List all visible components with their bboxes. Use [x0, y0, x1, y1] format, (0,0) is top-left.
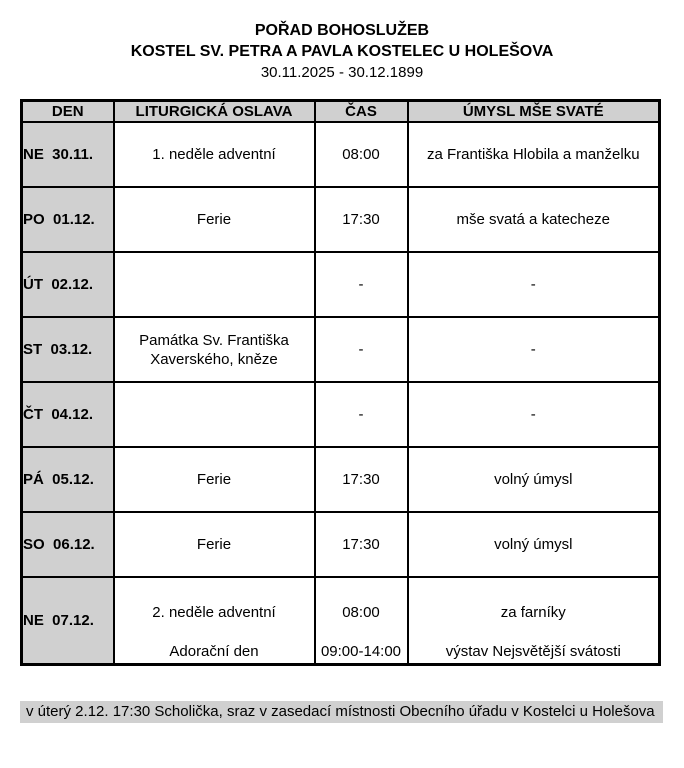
title-date-range: 30.11.2025 - 30.12.1899 [260, 64, 424, 81]
cell-umysl: mše svatá a katecheze [408, 187, 660, 252]
cell-cas: 17:30 [315, 512, 408, 577]
table-row [22, 317, 660, 382]
cell-den [22, 187, 114, 252]
cell-den [22, 382, 114, 447]
table-row [22, 512, 660, 577]
day-label: PÁ 05.12. [23, 471, 94, 488]
cell-den [22, 447, 114, 512]
day-label: NE 30.11. [23, 146, 94, 163]
cas-line-1: 08:00 [342, 603, 380, 621]
day-label: SO 06.12. [23, 536, 95, 553]
footer-note: v úterý 2.12. 17:30 Scholička, sraz v zasedací místnosti Obecního úřadu v Kostelci u Holešova [20, 701, 663, 723]
umysl-line-1: za farníky [500, 603, 566, 621]
cell-umysl [408, 577, 660, 665]
header-cas: ČAS [315, 101, 408, 123]
cell-den [22, 577, 114, 665]
cell-den [22, 317, 114, 382]
table-row [22, 577, 660, 665]
table-header-row [22, 101, 660, 123]
day-label: ÚT 02.12. [23, 276, 94, 293]
cell-oslava: Ferie [114, 512, 315, 577]
cell-den [22, 122, 114, 187]
table-row [22, 122, 660, 187]
cas-line-2: 09:00-14:00 [320, 642, 402, 660]
table-row [22, 187, 660, 252]
cell-cas-stack [316, 579, 407, 663]
cell-oslava: Ferie [114, 187, 315, 252]
cell-oslava-stack [115, 579, 314, 663]
cell-oslava [114, 577, 315, 665]
title-line-1: POŘAD BOHOSLUŽEB [254, 22, 430, 39]
cell-den [22, 512, 114, 577]
day-label: ST 03.12. [23, 341, 93, 358]
cell-umysl: volný úmysl [408, 512, 660, 577]
day-label: NE 07.12. [23, 612, 94, 629]
cell-den [22, 252, 114, 317]
cell-cas: - [315, 317, 408, 382]
cell-umysl: za Františka Hlobila a manželku [408, 122, 660, 187]
cell-cas: 17:30 [315, 187, 408, 252]
title-line-2: KOSTEL SV. PETRA A PAVLA KOSTELEC U HOLEŠOVA [130, 43, 554, 60]
document-title [0, 20, 684, 83]
cell-oslava [114, 252, 315, 317]
table-row [22, 382, 660, 447]
cell-umysl: - [408, 382, 660, 447]
cell-cas: - [315, 252, 408, 317]
header-umysl: ÚMYSL MŠE SVATÉ [408, 101, 660, 123]
cell-umysl: volný úmysl [408, 447, 660, 512]
umysl-line-2: výstav Nejsvětější svátosti [445, 642, 621, 660]
cell-oslava: Památka Sv. Františka Xaverského, kněze [114, 317, 315, 382]
cell-umysl: - [408, 317, 660, 382]
cell-oslava: 1. neděle adventní [114, 122, 315, 187]
cell-cas: 08:00 [315, 122, 408, 187]
cell-cas: - [315, 382, 408, 447]
cell-cas [315, 577, 408, 665]
cell-oslava [114, 382, 315, 447]
day-label: ČT 04.12. [23, 406, 94, 423]
table-row [22, 447, 660, 512]
cell-cas: 17:30 [315, 447, 408, 512]
schedule-table [20, 99, 661, 666]
cell-umysl-stack [409, 579, 659, 663]
header-oslava: LITURGICKÁ OSLAVA [114, 101, 315, 123]
header-den: DEN [22, 101, 114, 123]
table-row [22, 252, 660, 317]
oslava-line-1: 2. neděle adventní [152, 603, 276, 621]
cell-umysl: - [408, 252, 660, 317]
oslava-line-2: Adorační den [169, 642, 259, 660]
day-label: PO 01.12. [23, 211, 95, 228]
cell-oslava: Ferie [114, 447, 315, 512]
